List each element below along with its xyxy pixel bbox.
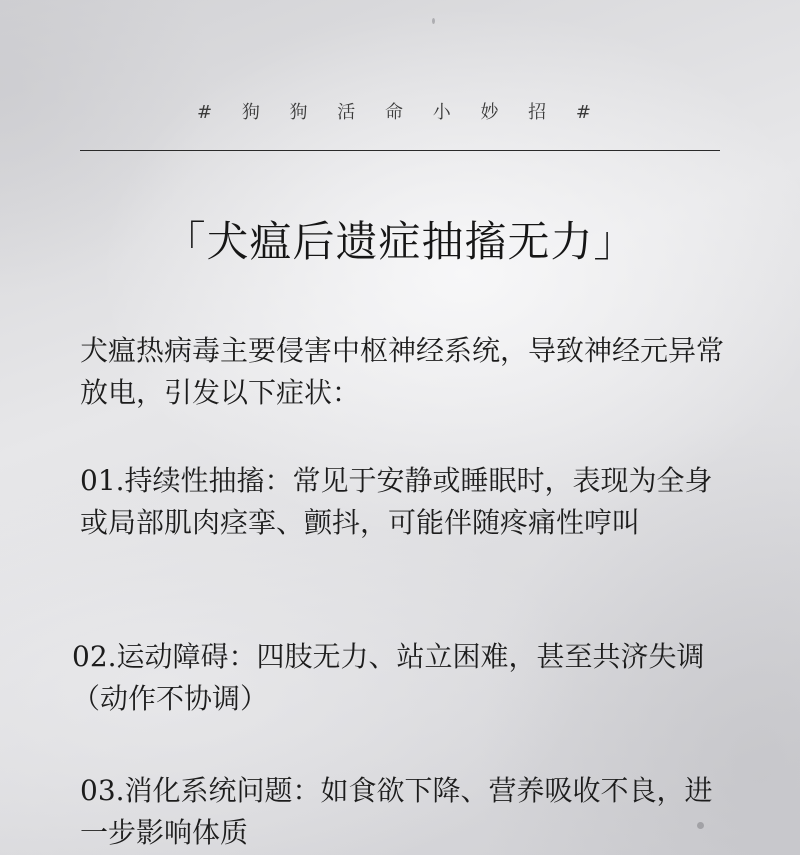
symptom-item-1: 01.持续性抽搐：常见于安静或睡眠时，表现为全身或局部肌肉痉挛、颤抖，可能伴随疼痛性哼叫 <box>80 464 713 539</box>
page-title: 「犬瘟后遗症抽搐无力」 <box>163 217 637 266</box>
header-hashtag: # 狗 狗 活 命 小 妙 招 # <box>197 102 603 123</box>
symptom-item-3: 03.消化系统问题：如食欲下降、营养吸收不良，进一步影响体质 <box>80 774 713 849</box>
intro-paragraph: 犬瘟热病毒主要侵害中枢神经系统，导致神经元异常放电，引发以下症状： <box>80 334 725 409</box>
header-divider <box>80 150 720 151</box>
symptom-item-2: 02.运动障碍：四肢无力、站立困难，甚至共济失调（动作不协调） <box>72 640 705 715</box>
paper-speck <box>432 18 435 24</box>
